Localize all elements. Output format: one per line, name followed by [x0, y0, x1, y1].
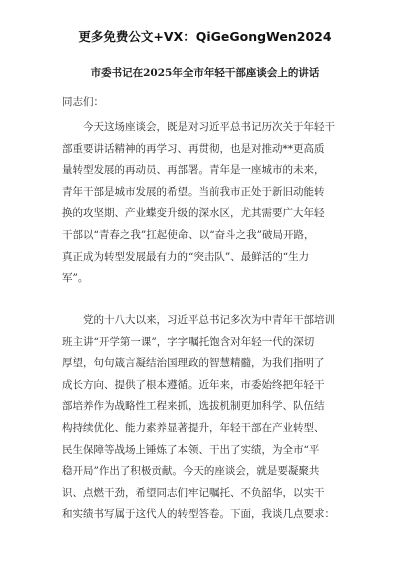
paragraph-2 [62, 310, 352, 526]
text-line: 稳开局”作出了积极贡献。今天的座谈会，就是要凝聚共 [62, 465, 320, 478]
text-line: 民生保障等战场上锤炼了本领、干出了实绩，为全市“平 [62, 443, 320, 456]
paragraph-1 [62, 117, 352, 290]
promo-header: 更多免费公文+VX：QiGeGongWen2024 [78, 29, 332, 44]
text-line: 识、点燃干劲，希望同志们牢记嘱托、不负韶华，以实干 [62, 486, 325, 499]
text-line: 干部以“青春之我”扛起使命、以“奋斗之我”破局开路， [62, 228, 315, 241]
text-line: 厚望，句句箴言凝结治国理政的智慧精髓，为我们指明了 [62, 357, 325, 370]
text-line: 真正成为转型发展最有力的“突击队”、最鲜活的“生力 [62, 250, 310, 263]
text-line: 班主讲“开学第一课”，字字嘱托饱含对年轻一代的深切 [62, 335, 315, 348]
text-line: 构持续优化、能力素养显著提升，年轻干部在产业转型、 [62, 421, 325, 434]
text-line: 党的十八大以来，习近平总书记多次为中青年干部培训 [62, 314, 335, 326]
text-line: 军”。 [62, 272, 89, 285]
salutation: 同志们： [62, 96, 104, 108]
text-line: 量转型发展的再动员、再部署。青年是一座城市的未来， [62, 164, 325, 177]
text-line: 部培养作为战略性工程来抓，选拔机制更加科学、队伍结 [62, 400, 325, 413]
text-line: 成长方向、提供了根本遵循。近年来，市委始终把年轻干 [62, 378, 325, 391]
text-line: 青年干部是城市发展的希望。当前我市正处于新旧动能转 [62, 185, 325, 198]
speech-title: 市委书记在2025年全市年轻干部座谈会上的讲话 [90, 67, 320, 79]
text-line: 换的攻坚期、产业蝶变升级的深水区，尤其需要广大年轻 [62, 207, 325, 220]
text-line: 和实绩书写属于这代人的转型答卷。下面，我谈几点要求： [62, 508, 335, 521]
text-line: 部重要讲话精神的再学习、再贯彻，也是对推动**更高质 [62, 142, 325, 155]
text-line: 今天这场座谈会，既是对习近平总书记历次关于年轻干 [62, 121, 335, 133]
